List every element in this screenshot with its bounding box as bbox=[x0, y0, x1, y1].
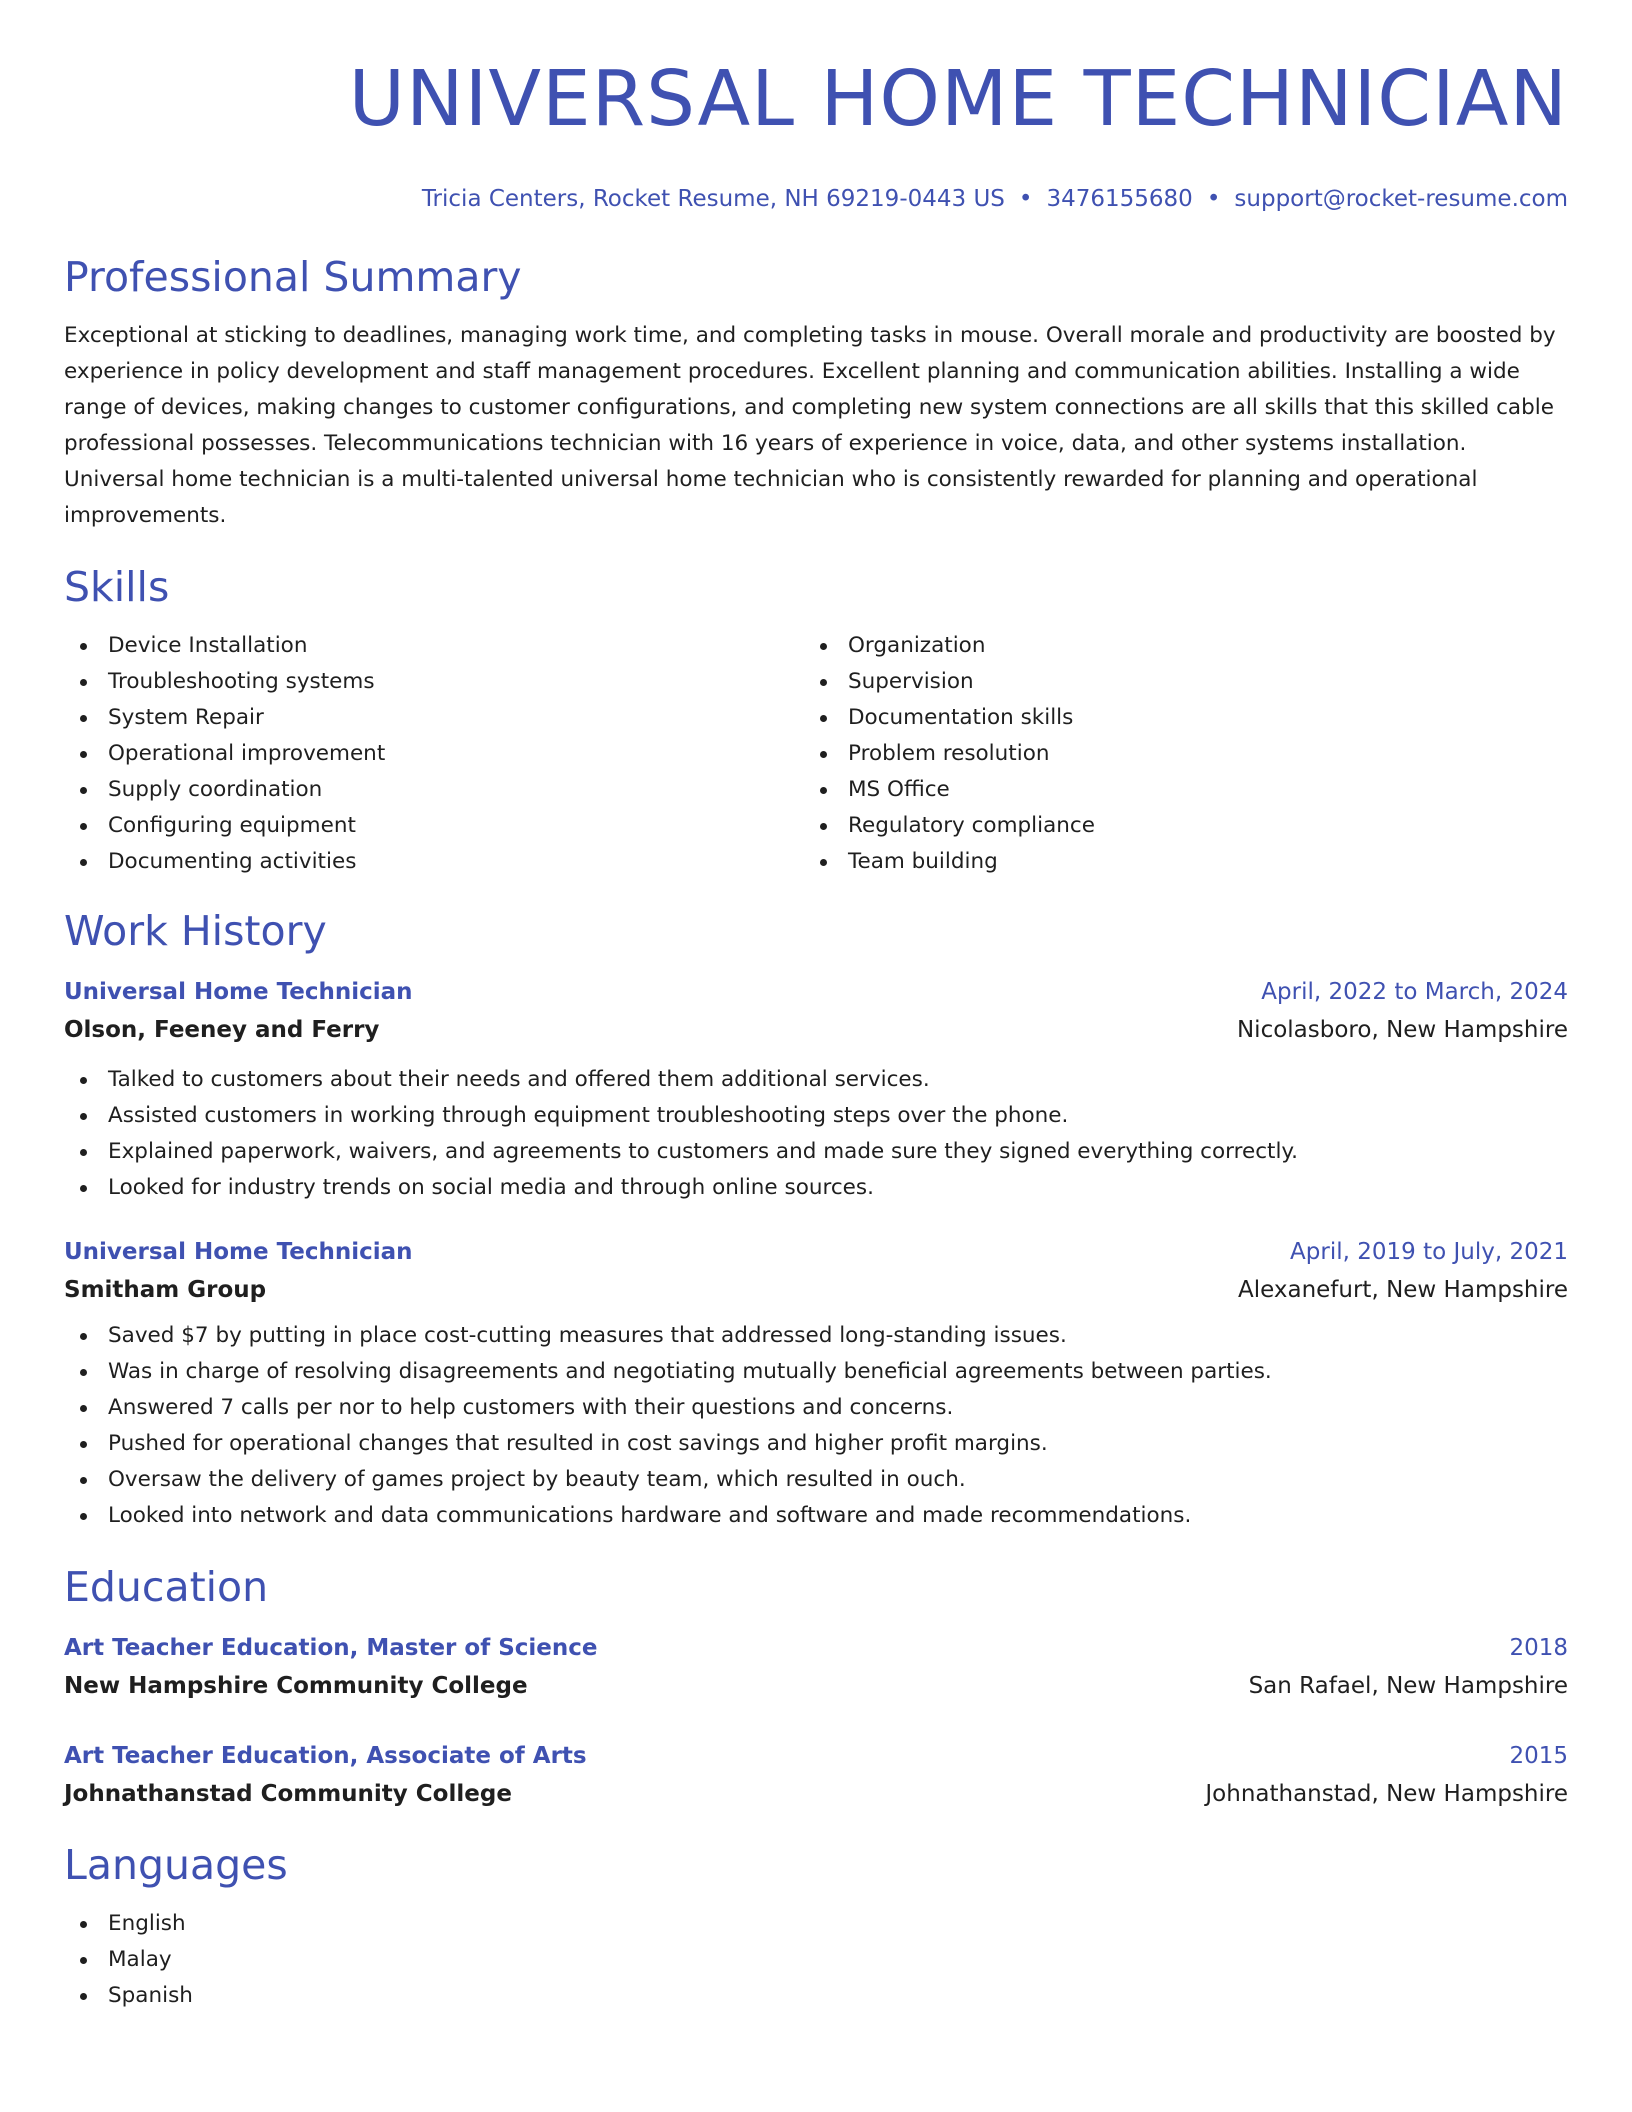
education-header-row bbox=[64, 1630, 1568, 1666]
education-year: 2015 bbox=[1509, 1743, 1568, 1769]
contact-address: Tricia Centers, Rocket Resume, NH 69219-0443 US bbox=[421, 186, 1005, 212]
work-history-heading: Work History bbox=[64, 907, 327, 955]
languages-heading: Languages bbox=[64, 1841, 288, 1889]
languages-list bbox=[64, 1906, 1568, 2014]
job-bullets bbox=[64, 1318, 1568, 1534]
skill-item: MS Office bbox=[804, 772, 1544, 808]
skill-item: Team building bbox=[804, 844, 1544, 880]
skill-item: Documentation skills bbox=[804, 700, 1544, 736]
summary-text: Exceptional at sticking to deadlines, managing work time, and completing tasks in mouse. Overall morale and productivity are boosted by experience in policy development and staff management procedures. Excellent planning and communication abilities. Installing a wide range of devices, making changes to customer configurations, and completing new system connections are all skills that this skilled cable professional possesses. Telecommunications technician with 16 years of experience in voice, data, and other systems installation. Universal home technician is a multi-talented universal home technician who is consistently rewarded for planning and operational improvements. bbox=[64, 323, 1556, 528]
job-bullets bbox=[64, 1062, 1568, 1206]
job-title: Universal Home Technician bbox=[64, 1239, 413, 1265]
job-bullet: Pushed for operational changes that resulted in cost savings and higher profit margins. bbox=[64, 1426, 1568, 1462]
skill-item: Operational improvement bbox=[64, 736, 804, 772]
education-school: Johnathanstad Community College bbox=[64, 1781, 512, 1807]
education-school-row bbox=[64, 1666, 1568, 1706]
education-location: San Rafael, New Hampshire bbox=[1248, 1673, 1568, 1699]
skill-item: Documenting activities bbox=[64, 844, 804, 880]
resume-header bbox=[64, 56, 1568, 214]
skills-heading: Skills bbox=[64, 563, 170, 611]
education-school-row bbox=[64, 1774, 1568, 1814]
job-entry bbox=[64, 1234, 1568, 1534]
job-location: Nicolasboro, New Hampshire bbox=[1236, 1017, 1568, 1043]
job-bullet: Talked to customers about their needs and offered them additional services. bbox=[64, 1062, 1568, 1098]
skills-column-right bbox=[804, 628, 1544, 880]
contact-phone: 3476155680 bbox=[1046, 186, 1193, 212]
job-entry bbox=[64, 974, 1568, 1206]
language-item: Malay bbox=[64, 1942, 1568, 1978]
education-degree: Art Teacher Education, Master of Science bbox=[64, 1635, 598, 1661]
education-header-row bbox=[64, 1738, 1568, 1774]
skill-item: Problem resolution bbox=[804, 736, 1544, 772]
skill-item: Configuring equipment bbox=[64, 808, 804, 844]
job-bullet: Looked into network and data communications hardware and software and made recommendations. bbox=[64, 1498, 1568, 1534]
contact-separator: • bbox=[1018, 186, 1033, 212]
skill-item: Supply coordination bbox=[64, 772, 804, 808]
job-title: Universal Home Technician bbox=[64, 979, 413, 1005]
education-entry bbox=[64, 1738, 1568, 1814]
skill-item: Supervision bbox=[804, 664, 1544, 700]
skill-item: Regulatory compliance bbox=[804, 808, 1544, 844]
education-year: 2018 bbox=[1509, 1635, 1568, 1661]
job-dates: April, 2022 to March, 2024 bbox=[1261, 979, 1568, 1005]
skills-list bbox=[64, 628, 1568, 880]
contact-email: support@rocket-resume.com bbox=[1234, 186, 1568, 212]
job-dates: April, 2019 to July, 2021 bbox=[1290, 1239, 1568, 1265]
job-company: Olson, Feeney and Ferry bbox=[64, 1017, 380, 1043]
job-bullet: Looked for industry trends on social media and through online sources. bbox=[64, 1170, 1568, 1206]
job-header-row bbox=[64, 974, 1568, 1010]
job-bullet: Was in charge of resolving disagreements and negotiating mutually beneficial agreements between parties. bbox=[64, 1354, 1568, 1390]
language-item: English bbox=[64, 1906, 1568, 1942]
education-degree: Art Teacher Education, Associate of Arts bbox=[64, 1743, 587, 1769]
job-header-row bbox=[64, 1234, 1568, 1270]
education-heading: Education bbox=[64, 1563, 269, 1611]
job-bullet: Answered 7 calls per nor to help customers with their questions and concerns. bbox=[64, 1390, 1568, 1426]
job-location: Alexanefurt, New Hampshire bbox=[1238, 1277, 1568, 1303]
education-entry bbox=[64, 1630, 1568, 1706]
job-bullet: Explained paperwork, waivers, and agreements to customers and made sure they signed everything correctly. bbox=[64, 1134, 1568, 1170]
education-school: New Hampshire Community College bbox=[64, 1673, 528, 1699]
skill-item: Organization bbox=[804, 628, 1544, 664]
job-bullet: Assisted customers in working through equipment troubleshooting steps over the phone. bbox=[64, 1098, 1568, 1134]
job-bullet: Oversaw the delivery of games project by beauty team, which resulted in ouch. bbox=[64, 1462, 1568, 1498]
job-bullet: Saved $7 by putting in place cost-cutting measures that addressed long-standing issues. bbox=[64, 1318, 1568, 1354]
languages-section bbox=[64, 1906, 1568, 2014]
job-company-row bbox=[64, 1270, 1568, 1310]
resume-name: UNIVERSAL HOME TECHNICIAN bbox=[348, 55, 1568, 144]
skills-column-left bbox=[64, 628, 804, 880]
contact-separator: • bbox=[1206, 186, 1221, 212]
language-item: Spanish bbox=[64, 1978, 1568, 2014]
contact-line bbox=[64, 184, 1568, 214]
summary-heading: Professional Summary bbox=[64, 253, 522, 301]
job-company: Smitham Group bbox=[64, 1277, 267, 1303]
job-company-row bbox=[64, 1010, 1568, 1050]
skill-item: System Repair bbox=[64, 700, 804, 736]
education-location: Johnathanstad, New Hampshire bbox=[1205, 1781, 1568, 1807]
skill-item: Troubleshooting systems bbox=[64, 664, 804, 700]
skill-item: Device Installation bbox=[64, 628, 804, 664]
